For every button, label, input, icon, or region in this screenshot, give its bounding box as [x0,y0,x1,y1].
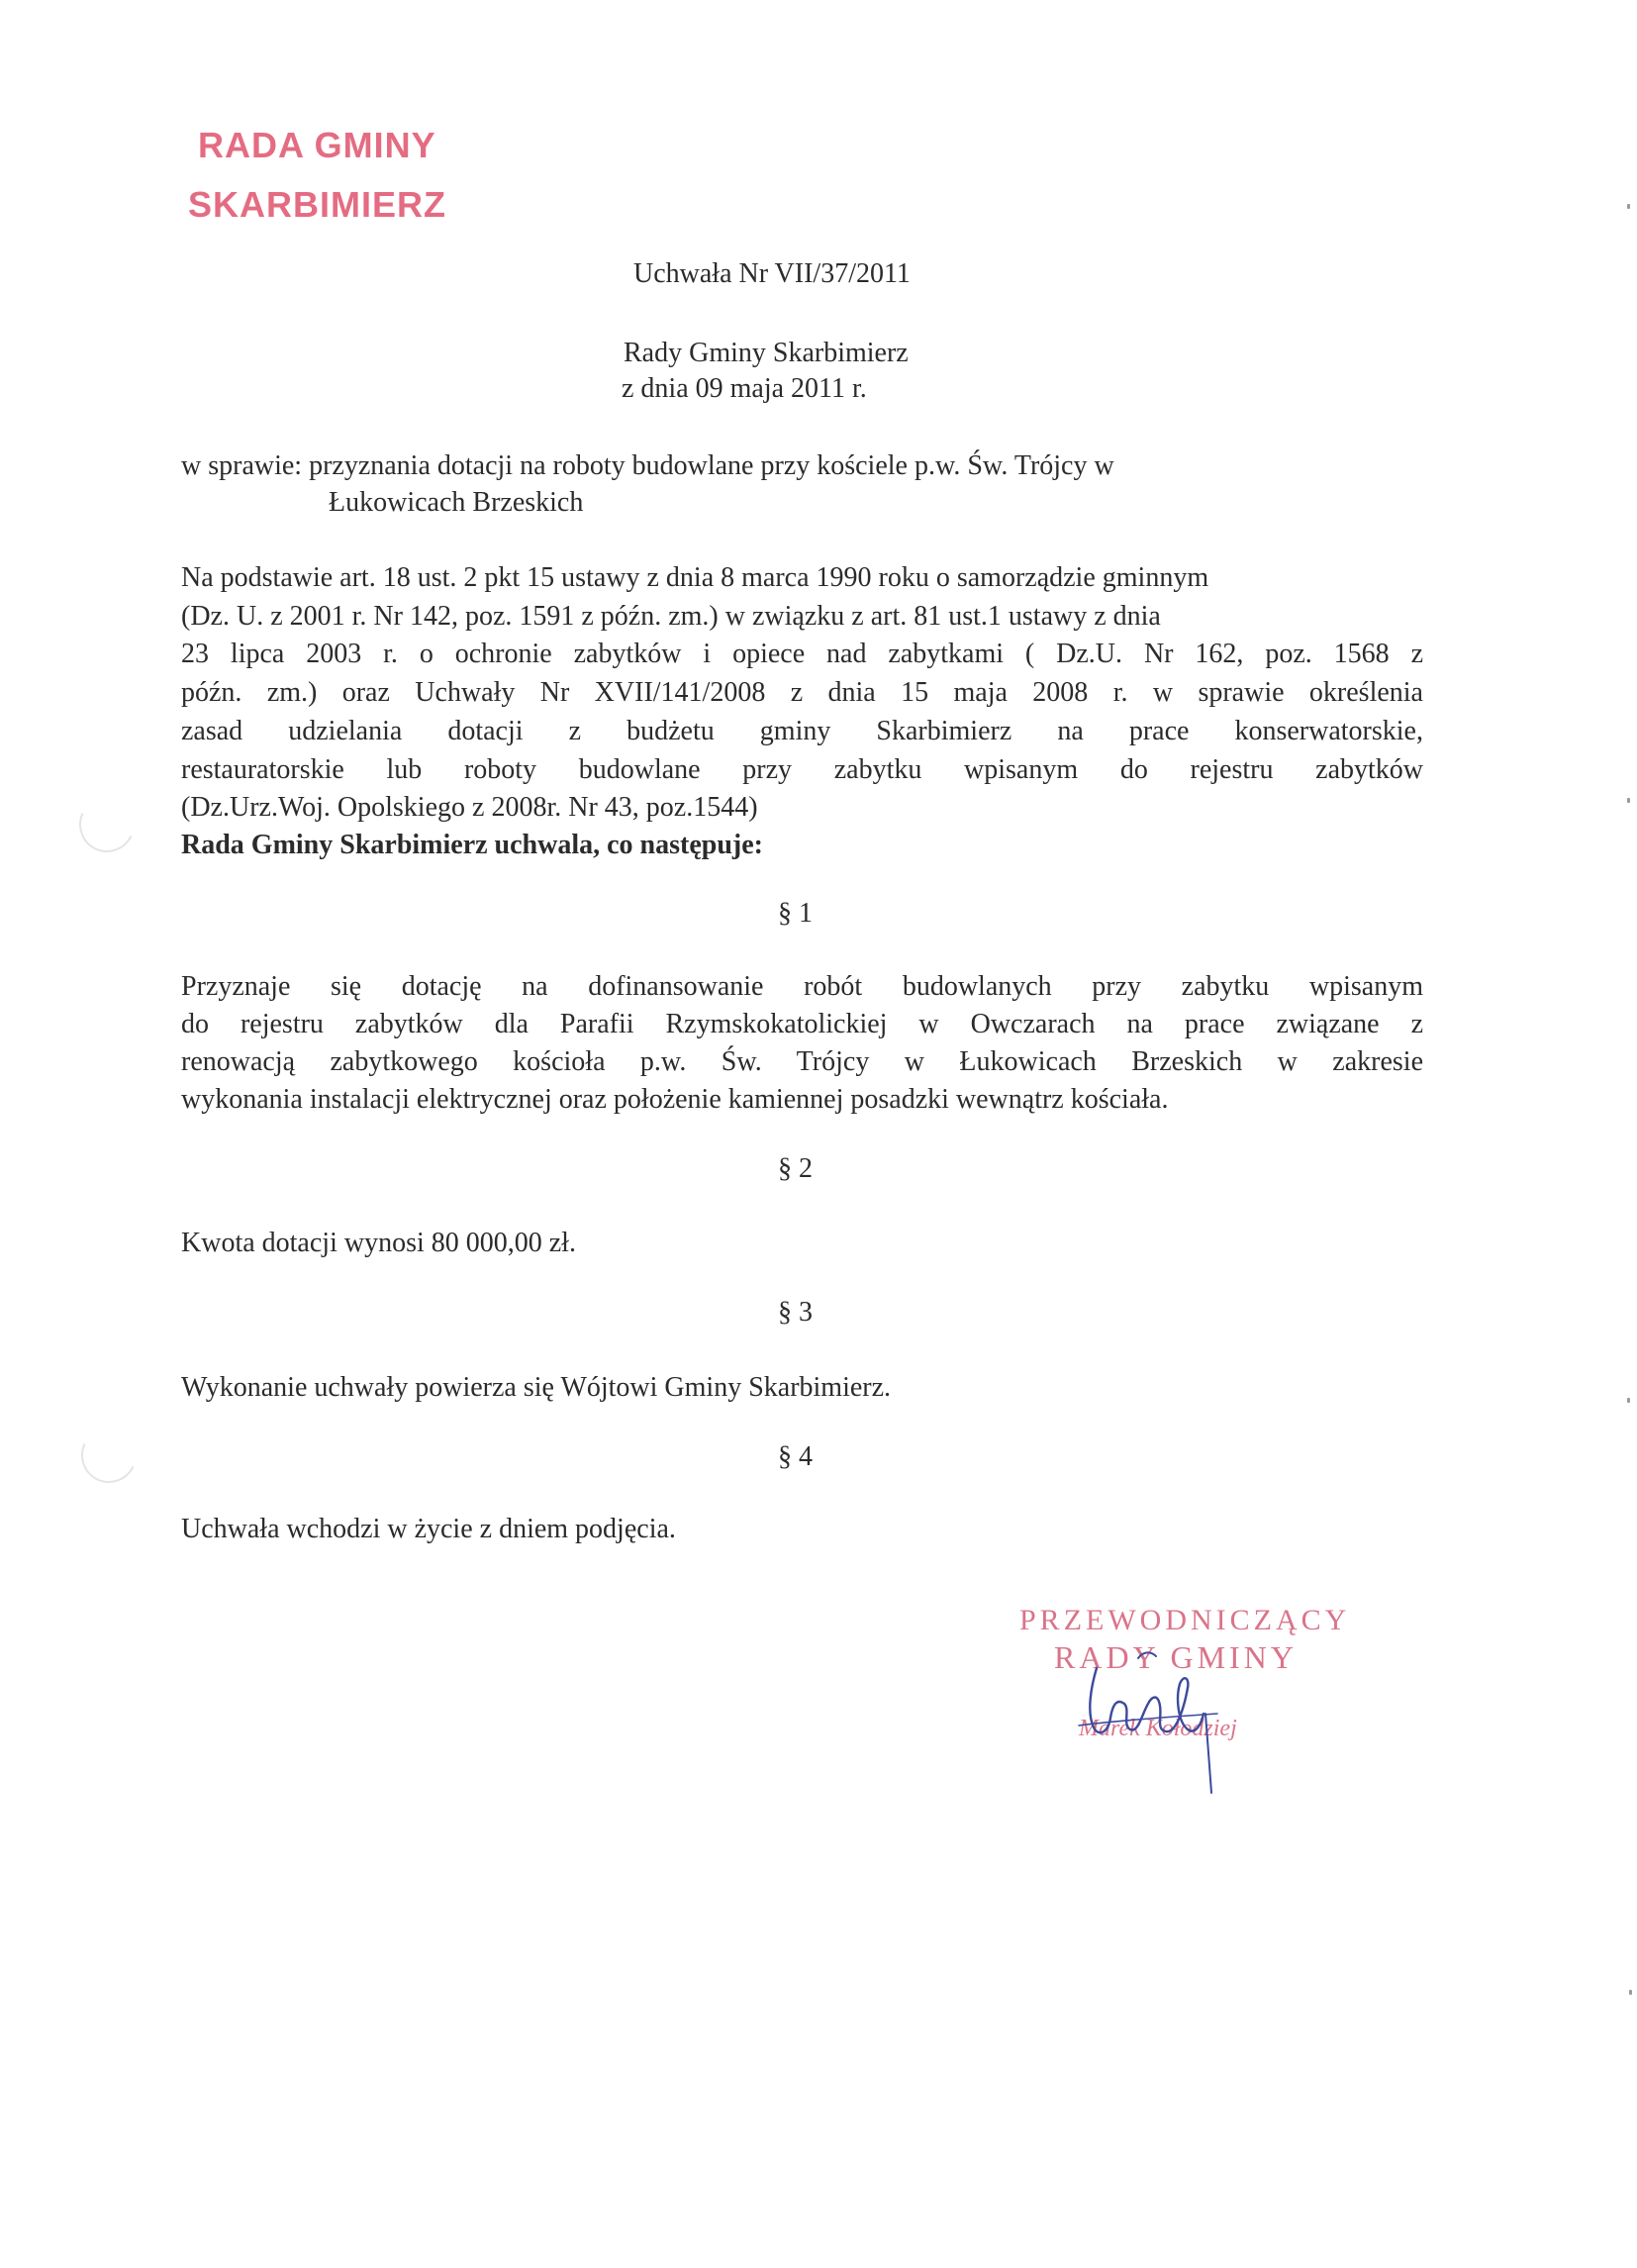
legal-basis [181,559,1423,828]
council-stamp-line2: SKARBIMIERZ [188,184,446,225]
section-mark-4: § 4 [778,1441,813,1472]
section-1-line: renowacją zabytkowego kościoła p.w. Św. Trójcy w Łukowicach Brzeskich w zakresie [181,1046,1423,1077]
subject-line-1: w sprawie: przyznania dotacji na roboty budowlane przy kościele p.w. Św. Trójcy w [181,450,1114,481]
legal-basis-line: (Dz. U. z 2001 r. Nr 142, poz. 1591 z późn. zm.) w związku z art. 81 ust.1 ustawy z dnia [181,600,1161,632]
legal-basis-line: restauratorskie lub roboty budowlane przy zabytku wpisanym do rejestru zabytków [181,753,1423,785]
scan-speck [1627,204,1630,209]
punch-hole-mark [73,1420,144,1491]
resolves-heading: Rada Gminy Skarbimierz uchwala, co następuje: [181,830,763,860]
punch-hole-mark [71,789,143,860]
resolution-date: z dnia 09 maja 2011 r. [622,373,867,404]
chairman-name: Marek Kołodziej [1079,1716,1237,1741]
section-mark-2: § 2 [778,1153,813,1184]
scan-speck [1627,798,1630,803]
scan-speck [1629,1990,1632,1995]
chairman-stamp-line2: RADY GMINY [1054,1639,1298,1675]
resolution-council: Rady Gminy Skarbimierz [624,338,909,368]
scan-speck [1627,1398,1630,1403]
legal-basis-line: zasad udzielania dotacji z budżetu gminy Skarbimierz na prace konserwatorskie, [181,715,1423,746]
section-1-line: Przyznaje się dotację na dofinansowanie robót budowlanych przy zabytku wpisanym [181,971,1423,1002]
section-mark-3: § 3 [778,1297,813,1328]
section-2-text: Kwota dotacji wynosi 80 000,00 zł. [181,1228,576,1258]
handwritten-signature [1039,1619,1257,1797]
section-1-line: wykonania instalacji elektrycznej oraz położenie kamiennej posadzki wewnątrz kościała. [181,1084,1169,1115]
section-1-line: do rejestru zabytków dla Parafii Rzymskokatolickiej w Owczarach na prace związane z [181,1009,1423,1039]
legal-basis-line: Na podstawie art. 18 ust. 2 pkt 15 ustawy z dnia 8 marca 1990 roku o samorządzie gminnym [181,562,1209,593]
legal-basis-line: późn. zm.) oraz Uchwały Nr XVII/141/2008 z dnia 15 maja 2008 r. w sprawie określenia [181,677,1423,709]
section-3-text: Wykonanie uchwały powierza się Wójtowi Gminy Skarbimierz. [181,1372,892,1403]
subject-line-2: Łukowicach Brzeskich [329,487,584,518]
legal-basis-line: 23 lipca 2003 r. o ochronie zabytków i opiece nad zabytkami ( Dz.U. Nr 162, poz. 1568 z [181,639,1423,670]
council-stamp-line1: RADA GMINY [198,125,436,165]
legal-basis-line: (Dz.Urz.Woj. Opolskiego z 2008r. Nr 43, poz.1544) [181,792,758,824]
section-1-text [181,968,1423,1119]
resolution-title: Uchwała Nr VII/37/2011 [633,258,911,289]
section-4-text: Uchwała wchodzi w życie z dniem podjęcia. [181,1514,676,1544]
section-mark-1: § 1 [778,898,813,929]
chairman-stamp-line1: PRZEWODNICZĄCY [1019,1604,1351,1636]
